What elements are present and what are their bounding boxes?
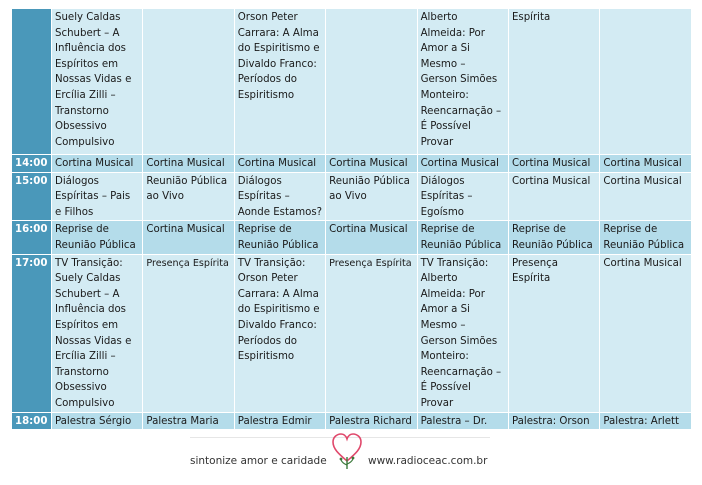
program-cell: Orson Peter Carrara: A Alma do Espiritismo e Divaldo Franco: Períodos do Espiritismo — [234, 9, 325, 155]
program-cell: Cortina Musical — [143, 155, 234, 173]
program-cell — [143, 9, 234, 155]
program-cell: Palestra: Arlett — [600, 412, 691, 430]
program-cell: TV Transição: Orson Peter Carrara: A Alma do Espiritismo e Divaldo Franco: Períodos do Espiritismo — [234, 254, 325, 412]
program-cell — [600, 9, 691, 155]
program-cell: Palestra Edmir — [234, 412, 325, 430]
program-cell: Reprise de Reunião Pública — [600, 221, 691, 254]
footer-website: www.radioceac.com.br — [368, 455, 488, 467]
schedule-table — [11, 8, 692, 430]
program-cell: Reprise de Reunião Pública — [417, 221, 508, 254]
program-cell: Diálogos Espíritas – Egoísmo — [417, 172, 508, 221]
program-cell: Cortina Musical — [326, 155, 417, 173]
time-cell: 16:00 — [12, 221, 52, 254]
program-cell: TV Transição: Suely Caldas Schubert – A Influência dos Espíritos em Nossas Vidas e Ercília Zilli – Transtorno Obsessivo Compulsivo — [52, 254, 143, 412]
program-cell: Suely Caldas Schubert – A Influência dos Espíritos em Nossas Vidas e Ercília Zilli – Transtorno Obsessivo Compulsivo — [52, 9, 143, 155]
program-cell: Palestra Richard — [326, 412, 417, 430]
program-cell: Alberto Almeida: Por Amor a Si Mesmo – Gerson Simões Monteiro: Reencarnação – É Possível Provar — [417, 9, 508, 155]
program-cell: Presença Espírita — [143, 254, 234, 412]
program-cell: Reunião Pública ao Vivo — [143, 172, 234, 221]
program-cell: Cortina Musical — [508, 172, 599, 221]
heart-flower-logo-icon — [330, 431, 364, 473]
program-cell: Cortina Musical — [234, 155, 325, 173]
schedule-row — [12, 412, 692, 430]
schedule-row — [12, 155, 692, 173]
program-cell: Cortina Musical — [143, 221, 234, 254]
time-cell: 14:00 — [12, 155, 52, 173]
program-cell: Espírita — [508, 9, 599, 155]
schedule-row — [12, 254, 692, 412]
program-cell: Palestra Maria — [143, 412, 234, 430]
program-cell: TV Transição: Alberto Almeida: Por Amor a Si Mesmo – Gerson Simões Monteiro: Reencarnação – É Possível Provar — [417, 254, 508, 412]
program-cell: Cortina Musical — [600, 254, 691, 412]
program-cell: Palestra Sérgio — [52, 412, 143, 430]
time-cell: 15:00 — [12, 172, 52, 221]
program-cell: Cortina Musical — [508, 155, 599, 173]
program-cell: Diálogos Espíritas – Pais e Filhos — [52, 172, 143, 221]
program-cell: Presença Espírita — [326, 254, 417, 412]
schedule-row — [12, 172, 692, 221]
program-cell: Reprise de Reunião Pública — [234, 221, 325, 254]
program-cell: Cortina Musical — [417, 155, 508, 173]
program-cell: Reprise de Reunião Pública — [508, 221, 599, 254]
program-cell: Cortina Musical — [52, 155, 143, 173]
program-cell: Cortina Musical — [600, 155, 691, 173]
program-cell: Presença Espírita — [508, 254, 599, 412]
schedule-row — [12, 221, 692, 254]
program-cell: Diálogos Espíritas – Aonde Estamos? — [234, 172, 325, 221]
program-cell: Reunião Pública ao Vivo — [326, 172, 417, 221]
flower-bud-left — [340, 458, 343, 461]
program-cell: Reprise de Reunião Pública — [52, 221, 143, 254]
program-cell: Palestra: Orson — [508, 412, 599, 430]
heart-outline — [333, 434, 361, 461]
schedule-row — [12, 9, 692, 155]
time-cell: 17:00 — [12, 254, 52, 412]
program-cell — [326, 9, 417, 155]
flower-bud-right — [352, 457, 355, 460]
time-cell: 18:00 — [12, 412, 52, 430]
program-cell: Cortina Musical — [600, 172, 691, 221]
footer-slogan: sintonize amor e caridade — [190, 455, 327, 467]
program-cell: Palestra – Dr. — [417, 412, 508, 430]
program-cell: Cortina Musical — [326, 221, 417, 254]
time-cell — [12, 9, 52, 155]
